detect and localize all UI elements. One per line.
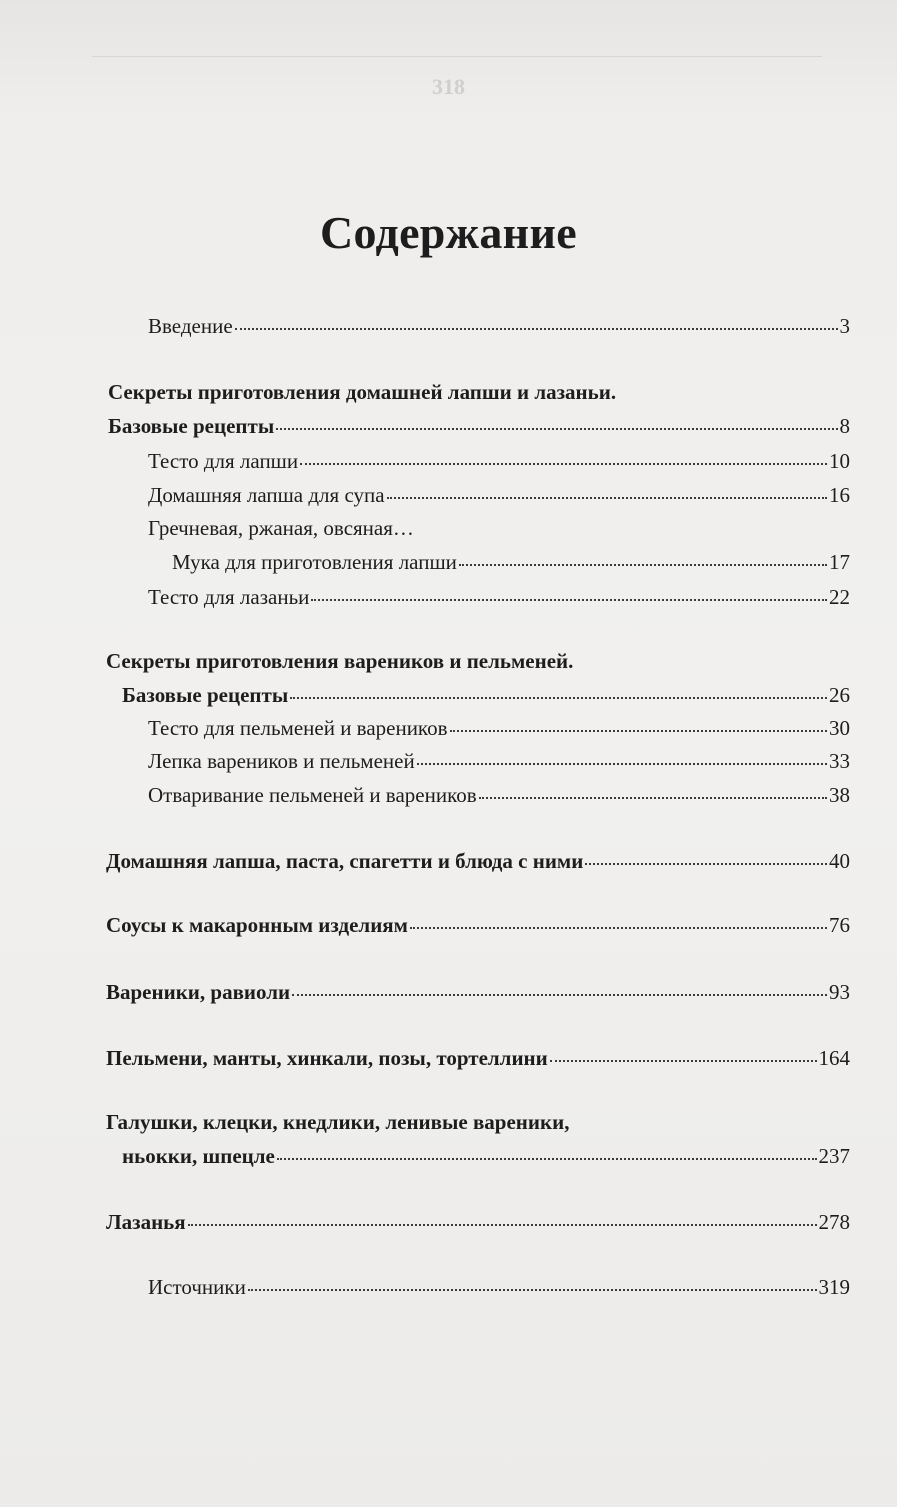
toc-leader-dots: [450, 730, 828, 732]
toc-entry-noodle-flour: [172, 547, 850, 577]
toc-entry-label: Лазанья: [106, 1210, 186, 1234]
toc-leader-dots: [417, 763, 827, 765]
toc-leader-dots: [479, 797, 827, 799]
section-heading-noodles: Секреты приготовления домашней лапши и лазаньи.: [108, 380, 617, 404]
toc-entry-sources: [148, 1272, 850, 1302]
toc-entry-page: 76: [829, 913, 850, 937]
toc-chapter-vareniki: [106, 977, 850, 1007]
toc-leader-dots: [459, 564, 827, 566]
toc-entry-page: 30: [829, 716, 850, 740]
toc-entry-label: Домашняя лапша, паста, спагетти и блюда с ними: [106, 849, 584, 873]
toc-chapter-noodles-pasta: [106, 846, 850, 876]
toc-entry-page: 17: [829, 550, 850, 574]
toc-entry-label: Тесто для пельменей и вареников: [148, 716, 448, 740]
toc-entry-page: 26: [829, 683, 850, 707]
toc-chapter-pelmeni: [106, 1043, 850, 1073]
toc-entry-page: 237: [818, 1144, 850, 1168]
toc-entry-label: Базовые рецепты: [108, 414, 275, 438]
toc-entry-page: 278: [818, 1210, 850, 1234]
toc-leader-dots: [235, 328, 838, 330]
toc-entry-label: Мука для приготовления лапши: [172, 550, 457, 574]
toc-entry-label: Вареники, равиоли: [106, 980, 291, 1004]
toc-entry-page: 319: [818, 1275, 850, 1299]
toc-entry-label: Источники: [148, 1275, 246, 1299]
toc-leader-dots: [387, 497, 827, 499]
toc-leader-dots: [277, 1158, 817, 1160]
toc-entry-page: 10: [829, 449, 850, 473]
toc-entry-noodle-dough: [148, 446, 850, 476]
toc-entry-label: ньокки, шпецле: [122, 1144, 275, 1168]
toc-entry-label: Домашняя лапша для супа: [148, 483, 385, 507]
toc-entry-flour-line1: Гречневая, ржаная, овсяная…: [148, 516, 414, 540]
toc-entry-page: 3: [839, 314, 850, 338]
toc-entry-page: 164: [818, 1046, 850, 1070]
toc-leader-dots: [188, 1224, 817, 1226]
toc-chapter-galushki-line1: Галушки, клецки, кнедлики, ленивые вареники,: [106, 1110, 570, 1134]
toc-chapter-lasagna: [106, 1207, 850, 1237]
toc-leader-dots: [276, 428, 837, 430]
toc-leader-dots: [550, 1060, 817, 1062]
toc-entry-soup-noodles: [148, 480, 850, 510]
toc-leader-dots: [311, 599, 827, 601]
section-heading-dumplings: Секреты приготовления вареников и пельменей.: [106, 649, 574, 673]
toc-leader-dots: [410, 927, 827, 929]
toc-entry-label: Отваривание пельменей и вареников: [148, 783, 477, 807]
toc-entry-intro: [148, 311, 850, 341]
toc-entry-dumpling-dough: [148, 713, 850, 743]
page-title: Содержание: [320, 207, 577, 258]
toc-leader-dots: [248, 1289, 817, 1291]
toc-leader-dots: [585, 863, 827, 865]
toc-leader-dots: [292, 994, 827, 996]
top-rule: [92, 56, 822, 57]
toc-leader-dots: [290, 697, 827, 699]
toc-entry-label: Тесто для лапши: [148, 449, 299, 473]
toc-entry-dumpling-boiling: [148, 780, 850, 810]
toc-entry-lasagna-dough: [148, 582, 850, 612]
toc-entry-page: 16: [829, 483, 850, 507]
toc-entry-label: Базовые рецепты: [122, 683, 289, 707]
toc-leader-dots: [300, 463, 827, 465]
running-head-page-number: 318: [432, 74, 465, 99]
toc-entry-dumpling-shaping: [148, 746, 850, 776]
toc-entry-page: 33: [829, 749, 850, 773]
toc-entry-page: 93: [829, 980, 850, 1004]
toc-chapter-sauces: [106, 910, 850, 940]
toc-entry-label: Введение: [148, 314, 233, 338]
toc-entry-page: 22: [829, 585, 850, 609]
toc-entry-dumplings-base: [122, 680, 850, 710]
toc-entry-label: Тесто для лазаньи: [148, 585, 310, 609]
toc-entry-page: 38: [829, 783, 850, 807]
toc-entry-label: Пельмени, манты, хинкали, позы, тортеллини: [106, 1046, 548, 1070]
toc-entry-label: Соусы к макаронным изделиям: [106, 913, 408, 937]
toc-entry-page: 40: [829, 849, 850, 873]
toc-entry-noodles-base: [108, 411, 850, 441]
toc-entry-label: Лепка вареников и пельменей: [148, 749, 415, 773]
toc-chapter-galushki: [122, 1141, 850, 1171]
toc-entry-page: 8: [839, 414, 850, 438]
